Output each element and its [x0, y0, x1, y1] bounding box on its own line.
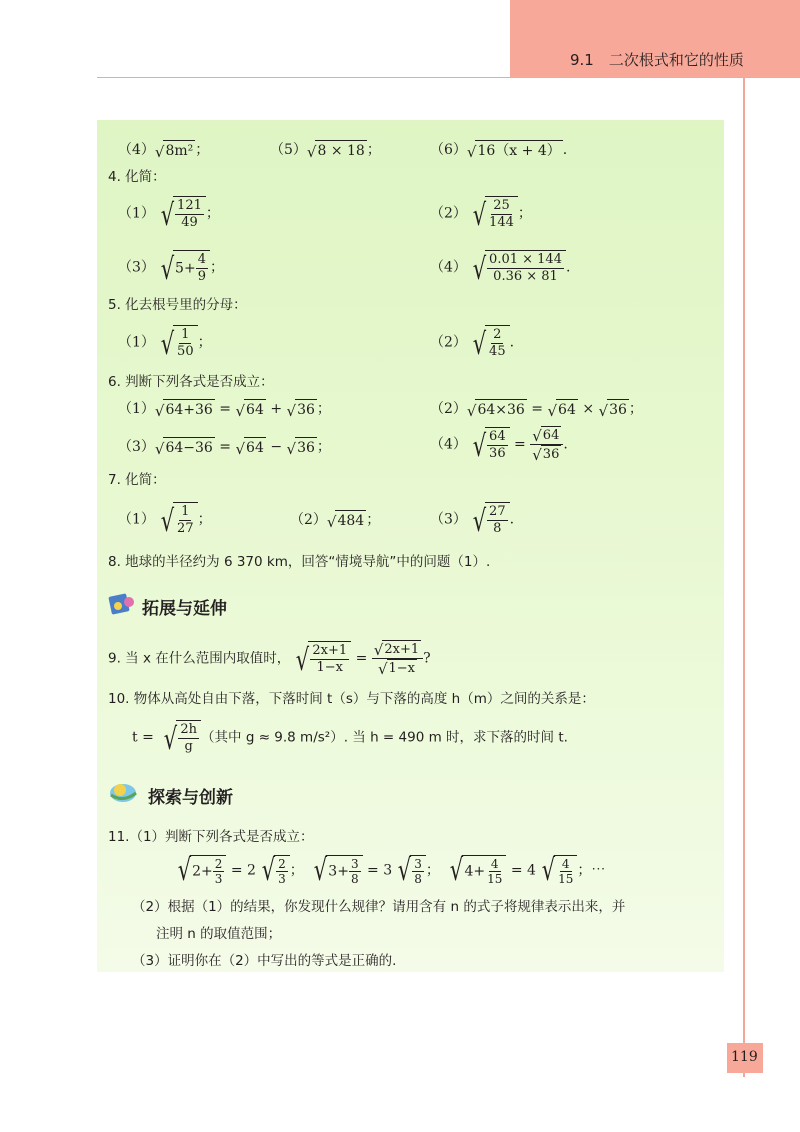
p9-text: 9. 当 x 在什么范围内取值时， √ $\frac{2x+1}{1-x}$ = √ 2x+1 √ 1−x ?: [108, 641, 431, 678]
p6-item3: （3） √ 64−36 = √ 64 − √ 36 ；: [118, 439, 331, 458]
section-title-explore: 探索与创新: [148, 788, 233, 808]
p4-item1: （1） √ $\frac{121}{49}$ ；: [118, 198, 220, 233]
p4-item2: （2） √ $\frac{25}{144}$ ；: [430, 198, 532, 233]
p10-line1: 10. 物体从高处自由下落，下落时间 t（s）与下落的高度 h（m）之间的关系是：: [108, 691, 595, 707]
p11-line4: （3）证明你在（2）中写出的等式是正确的.: [132, 953, 397, 969]
p11-line3: 注明 n 的取值范围；: [156, 926, 282, 942]
p5-item1: （1） √ $\frac{1}{50}$ ；: [118, 327, 212, 362]
p7-item1: （1） √ $\frac{1}{27}$ ；: [118, 504, 212, 539]
p7-item2: （2） √ 484 ；: [290, 512, 381, 531]
p4-title: 4. 化简：: [108, 169, 166, 185]
p10-formula: t = √ $\frac{2h}{g}$ （其中 g ≈ 9.8 m/s²）. 当 h = 490 m 时，求下落的时间 t.: [132, 722, 568, 757]
page-header-title: 9.1 二次根式和它的性质: [570, 51, 744, 69]
p6-title: 6. 判断下列各式是否成立：: [108, 374, 274, 390]
globe-icon: [108, 779, 138, 805]
p11-equations: √ 2+ $\frac{2}{3}$ = 2 √ $\frac{2}{3}$ ； √ 3+ $\frac{3}{8}$ = 3 √ $\frac{3}{8}$ ； √ 4+ $\frac{4}{15}$ = 4 √ $\frac{4}{15}$ ；⋯: [177, 853, 606, 888]
p6-item2: （2） √ 64×36 = √ 64 × √ 36 ；: [430, 401, 643, 420]
side-rule: [743, 77, 745, 1077]
p8-text: 8. 地球的半径约为 6 370 km，回答“情境导航”中的问题（1）.: [108, 554, 491, 570]
p7-item3: （3） √ $\frac{27}{8}$ .: [430, 504, 515, 539]
section-title-extension: 拓展与延伸: [142, 599, 227, 619]
p11-line2: （2）根据（1）的结果，你发现什么规律？请用含有 n 的式子将规律表示出来，并: [132, 899, 626, 915]
puzzle-icon: [108, 591, 138, 617]
p5-title: 5. 化去根号里的分母：: [108, 297, 247, 313]
p3-item4: （4） √ 8m² ；: [118, 142, 210, 161]
p4-item3: （3） √ 5+ $\frac{4}{9}$ ；: [118, 252, 224, 287]
p3-item6: （6） √ 16（x + 4） .: [430, 142, 568, 161]
header-rule: [97, 77, 800, 78]
p11-line1: 11.（1）判断下列各式是否成立：: [108, 829, 314, 845]
p4-item4: （4） √ $\frac{0.01 \times 144}{0.36 \times 81}$ .: [430, 252, 571, 287]
p3-item5: （5） √ 8 × 18 ；: [270, 142, 381, 161]
p5-item2: （2） √ $\frac{2}{45}$ .: [430, 327, 515, 362]
p6-item4: （4） √ $\frac{64}{36}$ = √ 64 √ 36 .: [430, 427, 568, 464]
p7-title: 7. 化简：: [108, 472, 166, 488]
page-number: 119: [731, 1049, 758, 1065]
p6-item1: （1） √ 64+36 = √ 64 + √ 36 ；: [118, 401, 331, 420]
